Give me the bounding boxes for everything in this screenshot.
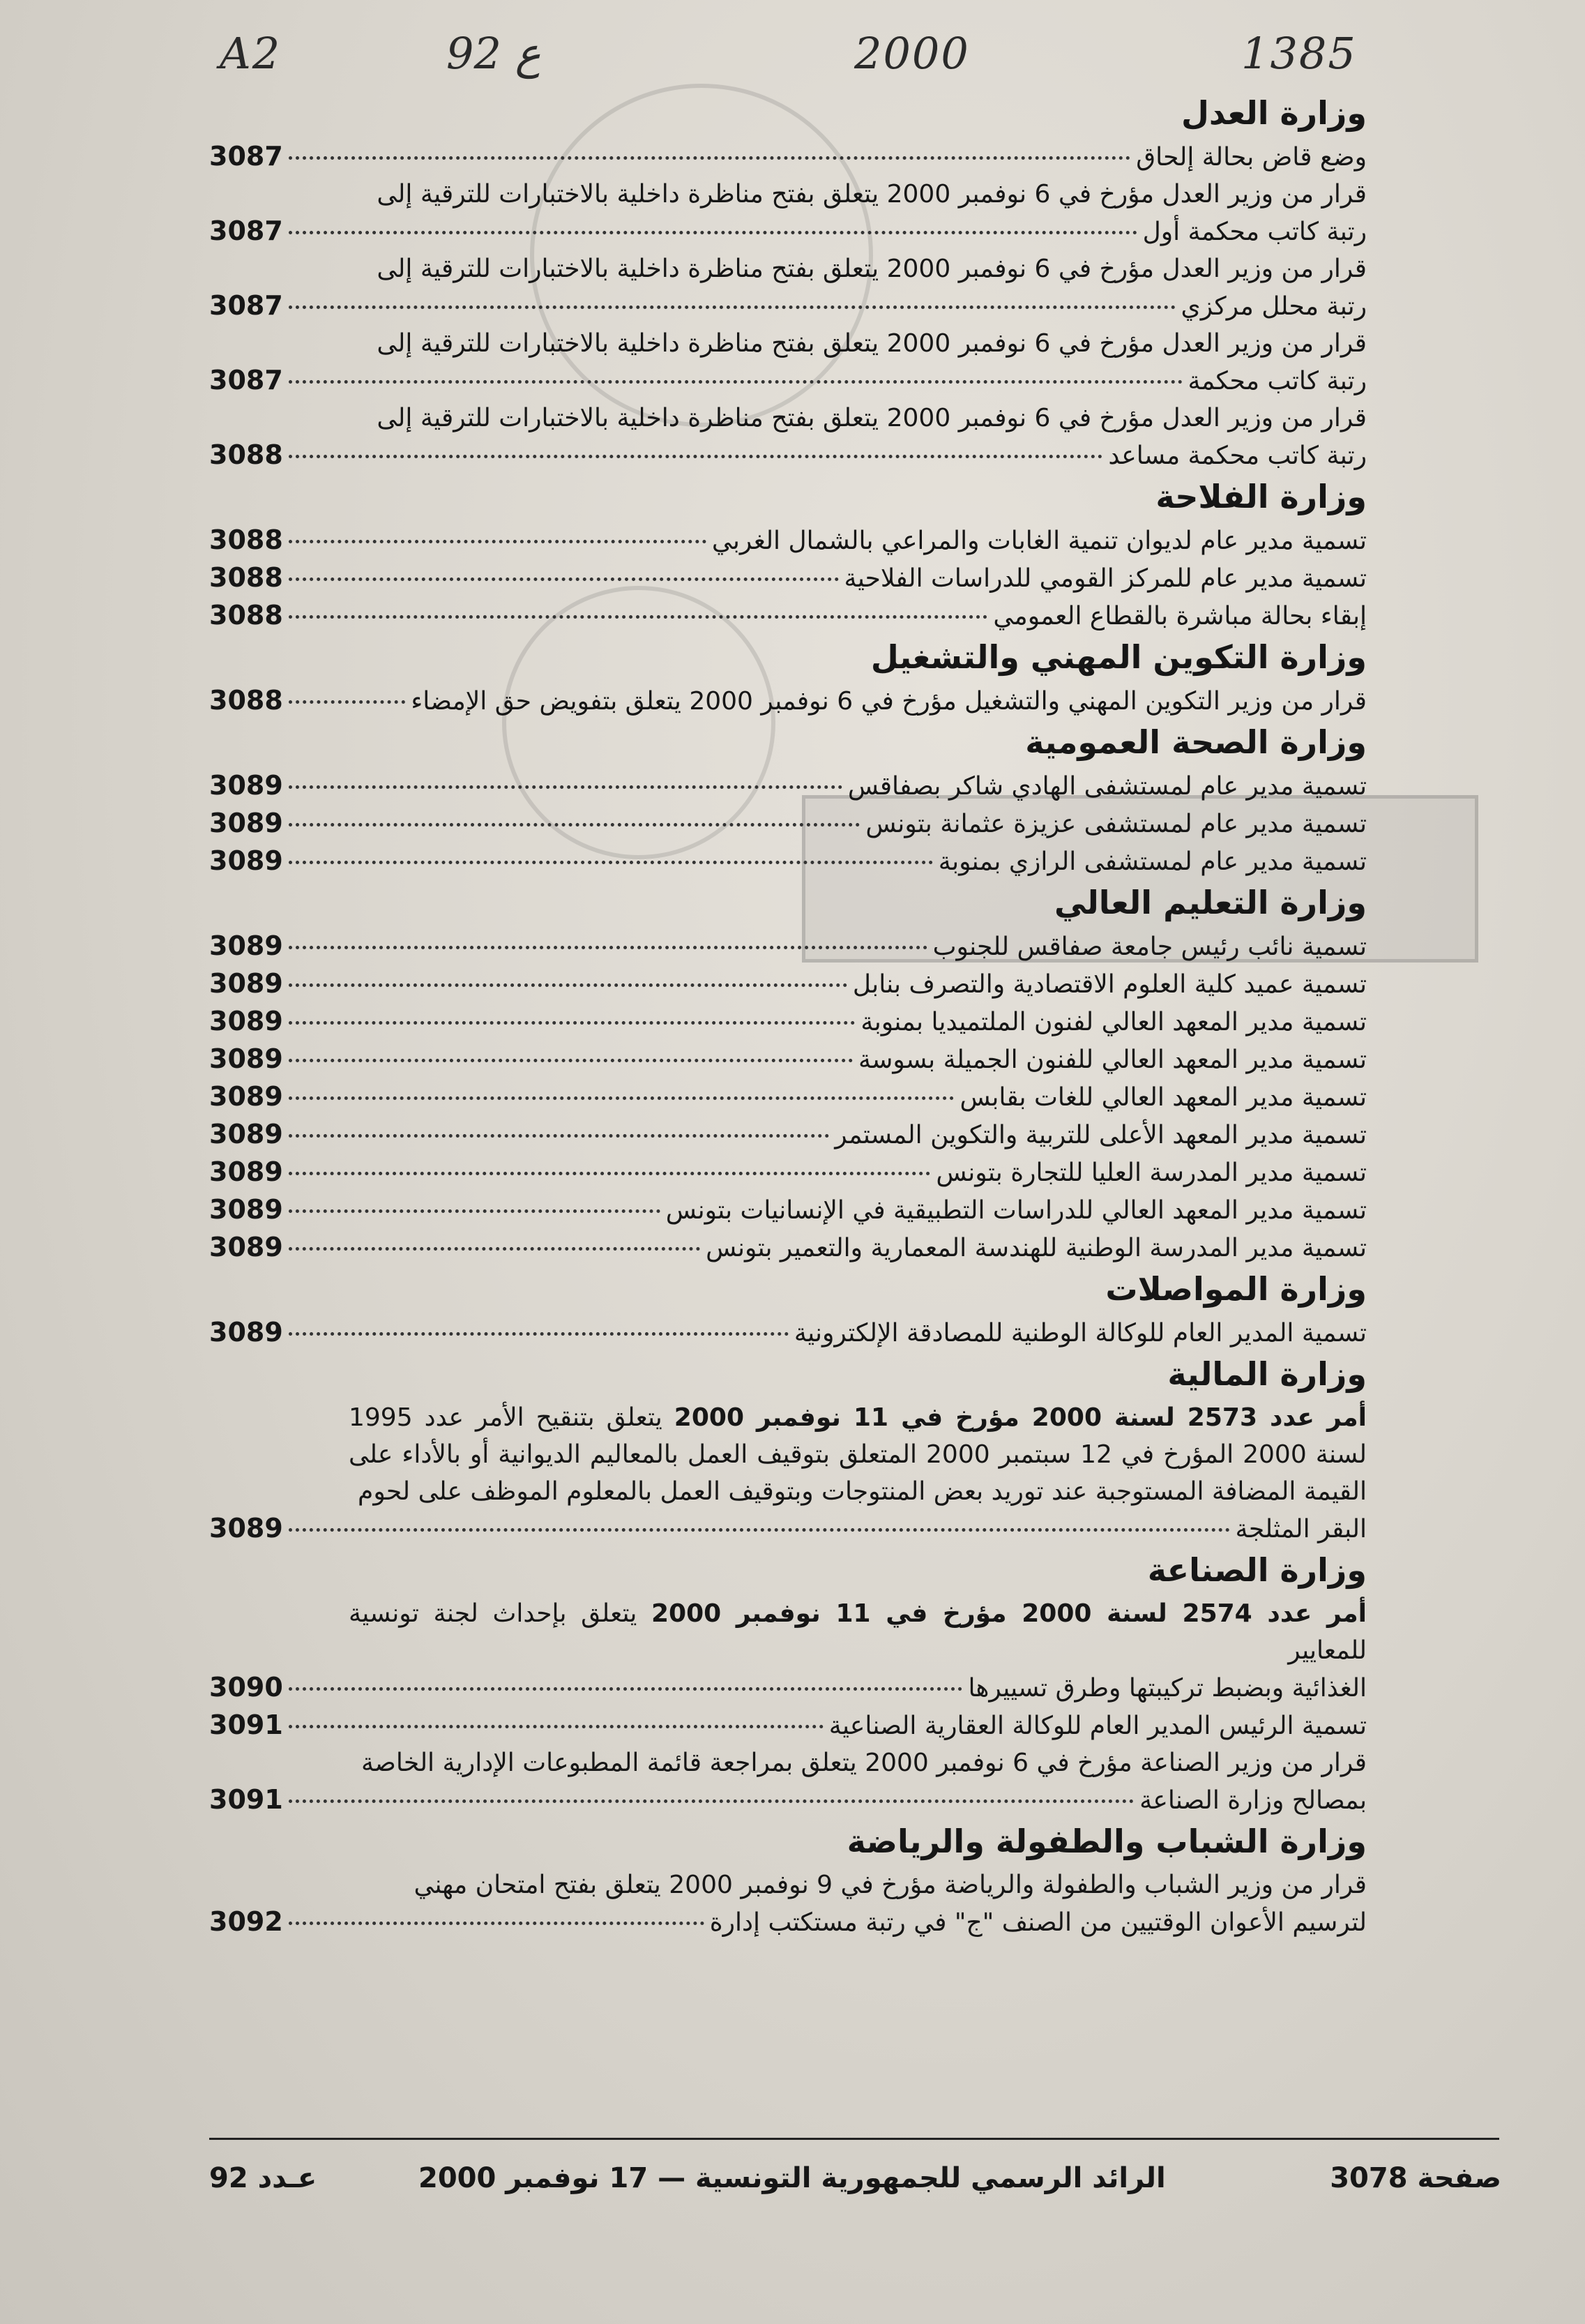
- page-number: 3089: [209, 1119, 283, 1149]
- list-item: [209, 1314, 1367, 1352]
- list-item: [209, 1154, 1367, 1191]
- entry-text: قرار من وزير العدل مؤرخ في 6 نوفمبر 2000 يتعلق بفتح مناظرة داخلية بالاختبارات للترقية إلى: [377, 404, 1367, 432]
- page-number: 3089: [209, 770, 283, 801]
- entry-text-cont: الغذائية وبضبط تركيبتها وطرق تسييرها: [968, 1674, 1367, 1703]
- page-number: 3088: [209, 562, 283, 593]
- dot-leader: [289, 861, 933, 864]
- list-item: [209, 805, 1367, 843]
- list-item: [209, 928, 1367, 965]
- dot-leader: [289, 578, 839, 581]
- entry-text: تسمية مدير المعهد العالي لفنون الملتميديا بمنوبة: [860, 1008, 1367, 1036]
- page-number: 3089: [209, 1317, 283, 1348]
- dot-leader: [289, 700, 406, 704]
- entry-text-cont: رتبة كاتب محكمة: [1188, 367, 1367, 395]
- entry-text: إبقاء بحالة مباشرة بالقطاع العمومي: [993, 602, 1367, 631]
- entry-text-cont: رتبة كاتب محكمة أول: [1142, 218, 1367, 246]
- list-item: [209, 400, 1367, 437]
- entry-text: تسمية مدير عام للمركز القومي للدراسات الفلاحية: [844, 564, 1367, 593]
- list-item: [209, 597, 1367, 635]
- dot-leader: [289, 305, 1176, 309]
- list-item: [209, 362, 1367, 400]
- list-item: [209, 1003, 1367, 1041]
- page-number: 3091: [209, 1784, 283, 1815]
- list-item: [209, 1866, 1367, 1903]
- footer-page-label: صفحة 3078: [1330, 2162, 1501, 2194]
- entry-text: قرار من وزير العدل مؤرخ في 6 نوفمبر 2000 يتعلق بفتح مناظرة داخلية بالاختبارات للترقية إلى: [377, 329, 1367, 358]
- decree-body: يتعلق بتنقيح الأمر عدد 1995 لسنة 2000 المؤرخ في 12 سبتمبر 2000 المتعلق بتوقيف العمل بالمعاليم الديوانية أو بالأداء على القيمة المضافة المستوجبة عند توريد بعض المنتوجات وبتوقيف العمل بالمعلوم الموظف على لحوم: [349, 1403, 1367, 1506]
- entry-text: قرار من وزير الشباب والطفولة والرياضة مؤرخ في 9 نوفمبر 2000 يتعلق بفتح امتحان مهني: [414, 1871, 1367, 1899]
- page-number: 3088: [209, 685, 283, 716]
- section-title: وزارة العدل: [1181, 94, 1367, 132]
- page-number: 3088: [209, 600, 283, 631]
- entry-text: تسمية عميد كلية العلوم الاقتصادية والتصرف بنابل: [852, 970, 1367, 999]
- section-title: وزارة الشباب والطفولة والرياضة: [847, 1823, 1367, 1860]
- dot-leader: [289, 1096, 955, 1100]
- dot-leader: [289, 1687, 963, 1691]
- page-number: 3089: [209, 1081, 283, 1112]
- entry-text: قرار من وزير العدل مؤرخ في 6 نوفمبر 2000 يتعلق بفتح مناظرة داخلية بالاختبارات للترقية إلى: [377, 180, 1367, 209]
- page-number: 3089: [209, 968, 283, 999]
- list-item: [209, 1116, 1367, 1154]
- entry-text: تسمية مدير المعهد العالي للدراسات التطبيقية في الإنسانيات بتونس: [665, 1196, 1367, 1225]
- list-item: [209, 1191, 1367, 1229]
- list-item: [209, 1078, 1367, 1116]
- table-of-contents: [209, 91, 1367, 1941]
- list-item: [209, 522, 1367, 559]
- dot-leader: [289, 540, 706, 543]
- dot-leader: [289, 1332, 789, 1336]
- footer-issue-number: عـدد 92: [209, 2162, 317, 2194]
- list-item: [209, 1903, 1367, 1941]
- list-item: [209, 1041, 1367, 1078]
- entry-text: تسمية الرئيس المدير العام للوكالة العقارية الصناعية: [828, 1712, 1367, 1740]
- list-item: [209, 965, 1367, 1003]
- list-item: [209, 138, 1367, 176]
- list-item: [209, 213, 1367, 250]
- footer-divider: [209, 2138, 1499, 2140]
- page-number: 3089: [209, 930, 283, 961]
- entry-text: تسمية مدير عام لديوان تنمية الغابات والمراعي بالشمال الغربي: [711, 527, 1367, 555]
- dot-leader: [289, 1725, 824, 1728]
- entry-text-cont: لترسيم الأعوان الوقتيين من الصنف "ج" في رتبة مستكتب إدارة: [709, 1908, 1367, 1937]
- entry-text: تسمية مدير عام لمستشفى عزيزة عثمانة بتونس: [865, 810, 1367, 838]
- list-item: [209, 682, 1367, 720]
- entry-text: قرار من وزير الصناعة مؤرخ في 6 نوفمبر 2000 يتعلق بمراجعة قائمة المطبوعات الإدارية الخاصة: [361, 1749, 1367, 1777]
- dot-leader: [289, 785, 842, 789]
- page-number: 3089: [209, 1513, 283, 1544]
- section-higher-education: [209, 880, 1367, 1267]
- entry-text: تسمية مدير المدرسة العليا للتجارة بتونس: [936, 1159, 1367, 1187]
- list-item: [209, 1744, 1367, 1781]
- list-item: [209, 250, 1367, 287]
- dot-leader: [289, 1172, 931, 1175]
- decree-paragraph: [209, 1399, 1367, 1510]
- page-number: 3088: [209, 439, 283, 470]
- section-communications: [209, 1267, 1367, 1352]
- section-title: وزارة الصحة العمومية: [1025, 723, 1367, 761]
- page-number: 3092: [209, 1906, 283, 1937]
- page-number: 3089: [209, 1006, 283, 1036]
- handwritten-note: 2000: [854, 28, 970, 79]
- page-number: 3090: [209, 1672, 283, 1703]
- section-title: وزارة التكوين المهني والتشغيل: [870, 638, 1367, 676]
- entry-text: تسمية مدير عام لمستشفى الرازي بمنوبة: [938, 847, 1367, 876]
- list-item: [209, 767, 1367, 805]
- list-item: [209, 1669, 1367, 1707]
- list-item: [209, 1510, 1367, 1548]
- page-number: 3087: [209, 141, 283, 172]
- entry-text-cont: رتبة محلل مركزي: [1181, 292, 1367, 321]
- section-public-health: [209, 720, 1367, 880]
- dot-leader: [289, 615, 988, 619]
- dot-leader: [289, 156, 1130, 160]
- list-item: [209, 843, 1367, 880]
- list-item: [209, 1229, 1367, 1267]
- page-number: 3087: [209, 290, 283, 321]
- dot-leader: [289, 983, 847, 987]
- dot-leader: [289, 1247, 700, 1251]
- entry-text: تسمية مدير المعهد العالي للغات بقابس: [960, 1083, 1367, 1112]
- dot-leader: [289, 380, 1183, 384]
- list-item: [209, 1781, 1367, 1819]
- dot-leader: [289, 1134, 829, 1138]
- page-number: 3089: [209, 808, 283, 838]
- list-item: [209, 325, 1367, 362]
- entry-text: تسمية مدير المعهد العالي للفنون الجميلة بسوسة: [858, 1046, 1367, 1074]
- section-youth-sports: [209, 1819, 1367, 1941]
- page-number: 3089: [209, 845, 283, 876]
- list-item: [209, 287, 1367, 325]
- section-title: وزارة الصناعة: [1147, 1551, 1367, 1589]
- entry-text-cont: بمصالح وزارة الصناعة: [1139, 1786, 1367, 1815]
- list-item: [209, 559, 1367, 597]
- entry-text: تسمية نائب رئيس جامعة صفاقس للجنوب: [932, 933, 1367, 961]
- entry-text: تسمية مدير عام لمستشفى الهادي شاكر بصفاقس: [847, 772, 1367, 801]
- footer-journal-title: الرائد الرسمي للجمهورية التونسية — 17 نوفمبر 2000: [418, 2162, 1166, 2194]
- section-industry: [209, 1548, 1367, 1819]
- handwritten-note: A2: [220, 28, 282, 79]
- entry-text-cont: رتبة كاتب محكمة مساعد: [1108, 442, 1367, 470]
- page-number: 3089: [209, 1232, 283, 1262]
- page-number: 3087: [209, 216, 283, 246]
- decree-lead: أمر عدد 2574 لسنة 2000 مؤرخ في 11 نوفمبر 2000: [651, 1599, 1367, 1628]
- page-number: 3087: [209, 365, 283, 395]
- section-title: وزارة الفلاحة: [1155, 478, 1367, 515]
- entry-text: وضع قاض بحالة إلحاق: [1136, 143, 1367, 172]
- page-number: 3089: [209, 1156, 283, 1187]
- dot-leader: [289, 946, 927, 949]
- dot-leader: [289, 231, 1137, 234]
- page-number: 3089: [209, 1194, 283, 1225]
- dot-leader: [289, 1209, 660, 1213]
- section-justice: [209, 91, 1367, 474]
- dot-leader: [289, 1059, 853, 1062]
- list-item: [209, 437, 1367, 474]
- entry-text-cont: البقر المثلجة: [1235, 1515, 1367, 1544]
- handwritten-note: 1385: [1241, 28, 1357, 79]
- dot-leader: [289, 1021, 856, 1025]
- section-agriculture: [209, 474, 1367, 635]
- section-vocational-training: [209, 635, 1367, 720]
- page-number: 3088: [209, 525, 283, 555]
- section-title: وزارة التعليم العالي: [1054, 884, 1367, 921]
- section-title: وزارة المواصلات: [1105, 1270, 1367, 1308]
- page-number: 3091: [209, 1710, 283, 1740]
- entry-text: تسمية مدير المدرسة الوطنية للهندسة المعمارية والتعمير بتونس: [706, 1234, 1367, 1262]
- section-finance: [209, 1352, 1367, 1548]
- list-item: [209, 176, 1367, 213]
- dot-leader: [289, 1799, 1134, 1803]
- entry-text: قرار من وزير التكوين المهني والتشغيل مؤرخ في 6 نوفمبر 2000 يتعلق بتفويض حق الإمضاء: [411, 687, 1367, 716]
- decree-body: يتعلق بإحداث لجنة تونسية للمعايير: [349, 1599, 1367, 1665]
- dot-leader: [289, 455, 1103, 458]
- dot-leader: [289, 1528, 1230, 1532]
- entry-text: قرار من وزير العدل مؤرخ في 6 نوفمبر 2000 يتعلق بفتح مناظرة داخلية بالاختبارات للترقية إلى: [377, 255, 1367, 283]
- entry-text: تسمية مدير المعهد الأعلى للتربية والتكوين المستمر: [835, 1121, 1367, 1149]
- handwritten-note: 92 ع: [446, 28, 541, 79]
- page-number: 3089: [209, 1043, 283, 1074]
- section-title: وزارة المالية: [1167, 1355, 1367, 1393]
- dot-leader: [289, 823, 860, 827]
- list-item: [209, 1707, 1367, 1744]
- dot-leader: [289, 1922, 704, 1925]
- decree-paragraph: [209, 1595, 1367, 1669]
- entry-text: تسمية المدير العام للوكالة الوطنية للمصادقة الإلكترونية: [794, 1319, 1367, 1348]
- decree-lead: أمر عدد 2573 لسنة 2000 مؤرخ في 11 نوفمبر 2000: [674, 1403, 1367, 1432]
